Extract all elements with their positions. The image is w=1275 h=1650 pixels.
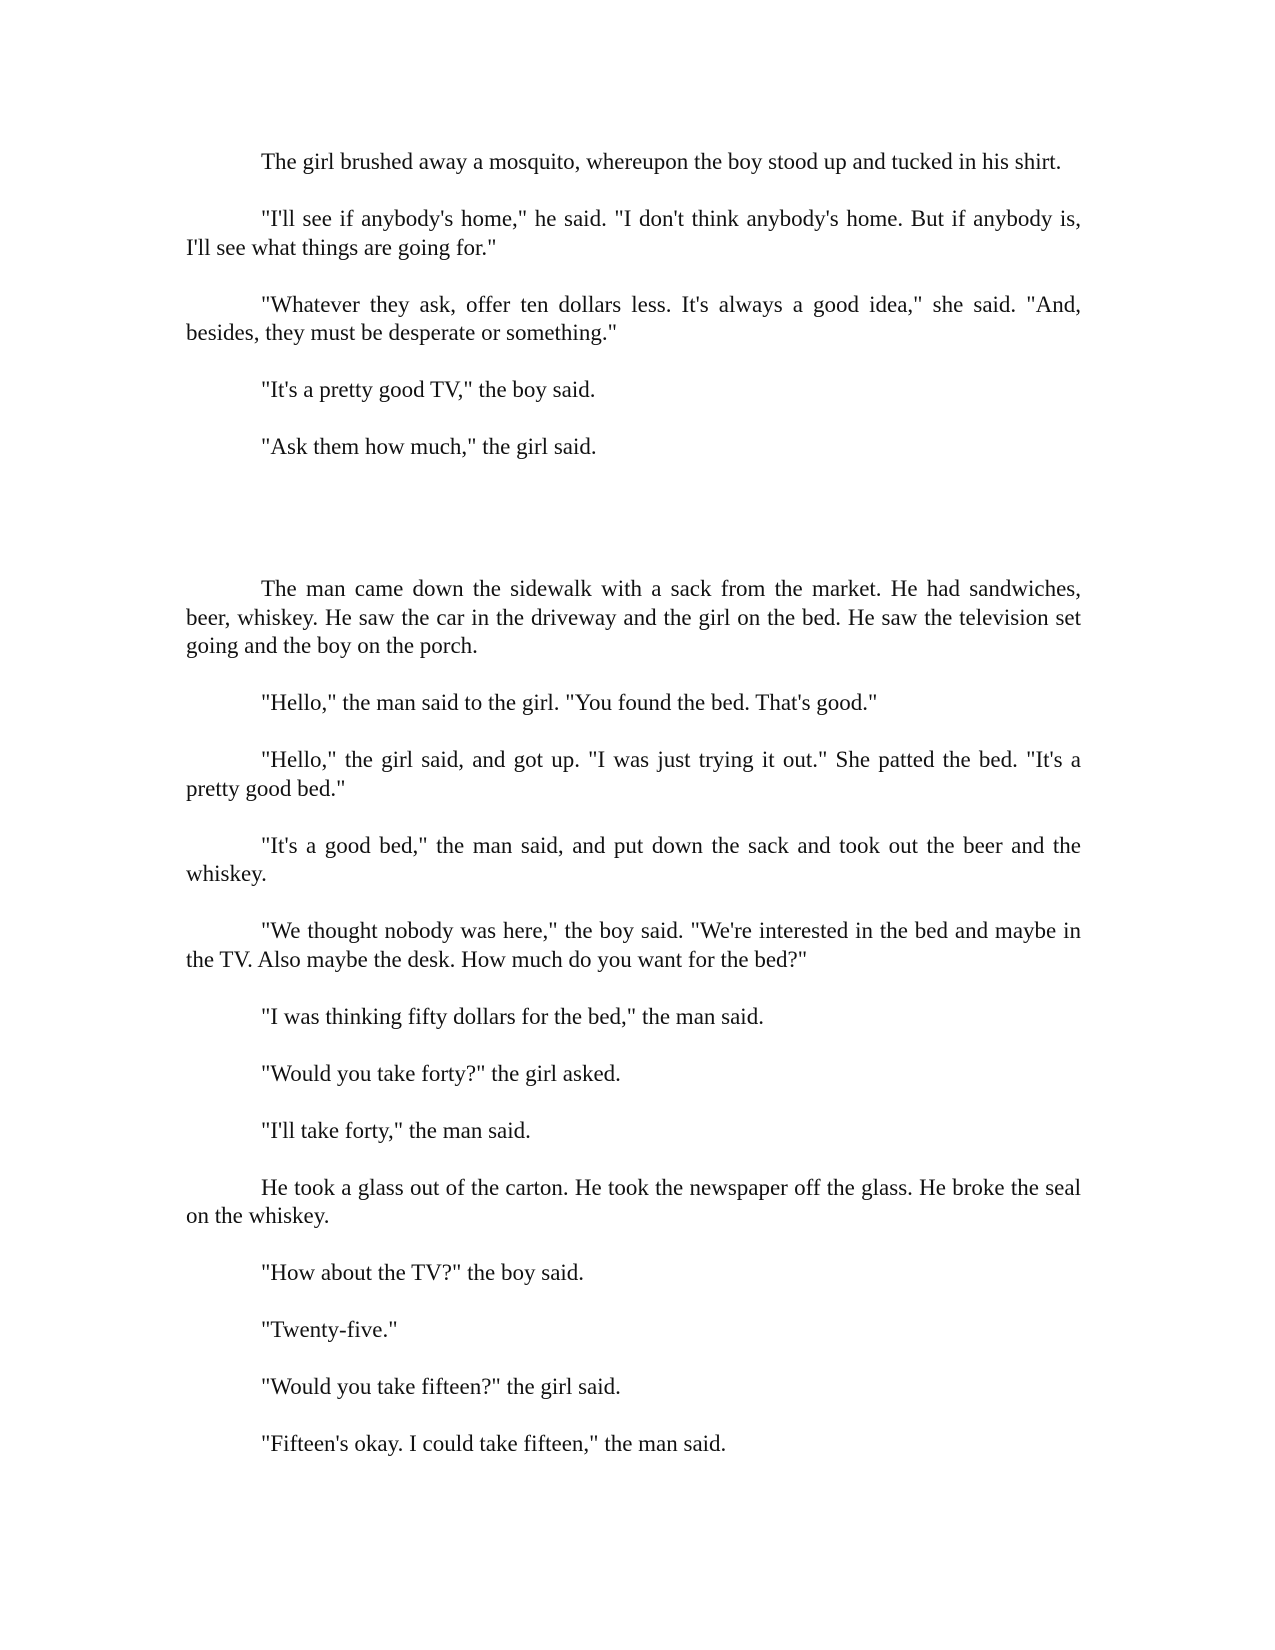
paragraph: "I was thinking fifty dollars for the bed," the man said.	[261, 1003, 764, 1029]
scene-break	[186, 490, 1081, 575]
story-text	[186, 148, 1081, 1487]
paragraph: "Would you take fifteen?" the girl said.	[261, 1374, 621, 1399]
paragraph: "Fifteen's okay. I could take fifteen," the man said.	[261, 1431, 727, 1456]
paragraph: "I'll take forty," the man said.	[261, 1117, 531, 1143]
paragraph: "It's a good bed," the man said, and put down the sack and took out the beer and the whiskey.	[186, 832, 1081, 886]
paragraph: "Ask them how much," the girl said.	[261, 434, 597, 459]
paragraph: The man came down the sidewalk with a sack from the market. He had sandwiches, beer, whiskey. He saw the car in the driveway and the girl on the bed. He saw the television set going and the boy on the porch.	[186, 576, 1081, 658]
paragraph: He took a glass out of the carton. He took the newspaper off the glass. He broke the seal on the whiskey.	[186, 1174, 1081, 1228]
paragraph: "Twenty-five."	[261, 1317, 398, 1342]
paragraph: "It's a pretty good TV," the boy said.	[261, 377, 596, 402]
paragraph: "Would you take forty?" the girl asked.	[261, 1060, 621, 1086]
paragraph: "Hello," the girl said, and got up. "I was just trying it out." She patted the bed. "It's a pretty good bed."	[186, 747, 1081, 801]
paragraph: "Hello," the man said to the girl. "You found the bed. That's good."	[261, 690, 878, 715]
paragraph: "How about the TV?" the boy said.	[261, 1260, 585, 1285]
paragraph: "Whatever they ask, offer ten dollars less. It's always a good idea," she said. "And, besides, they must be desperate or something."	[186, 291, 1081, 345]
paragraph: "I'll see if anybody's home," he said. "I don't think anybody's home. But if anybody is, I'll see what things are going for."	[186, 206, 1081, 260]
paragraph: The girl brushed away a mosquito, whereupon the boy stood up and tucked in his shirt.	[261, 149, 1062, 174]
paragraph: "We thought nobody was here," the boy said. "We're interested in the bed and maybe in the TV. Also maybe the desk. How much do you want for the bed?"	[186, 918, 1081, 972]
